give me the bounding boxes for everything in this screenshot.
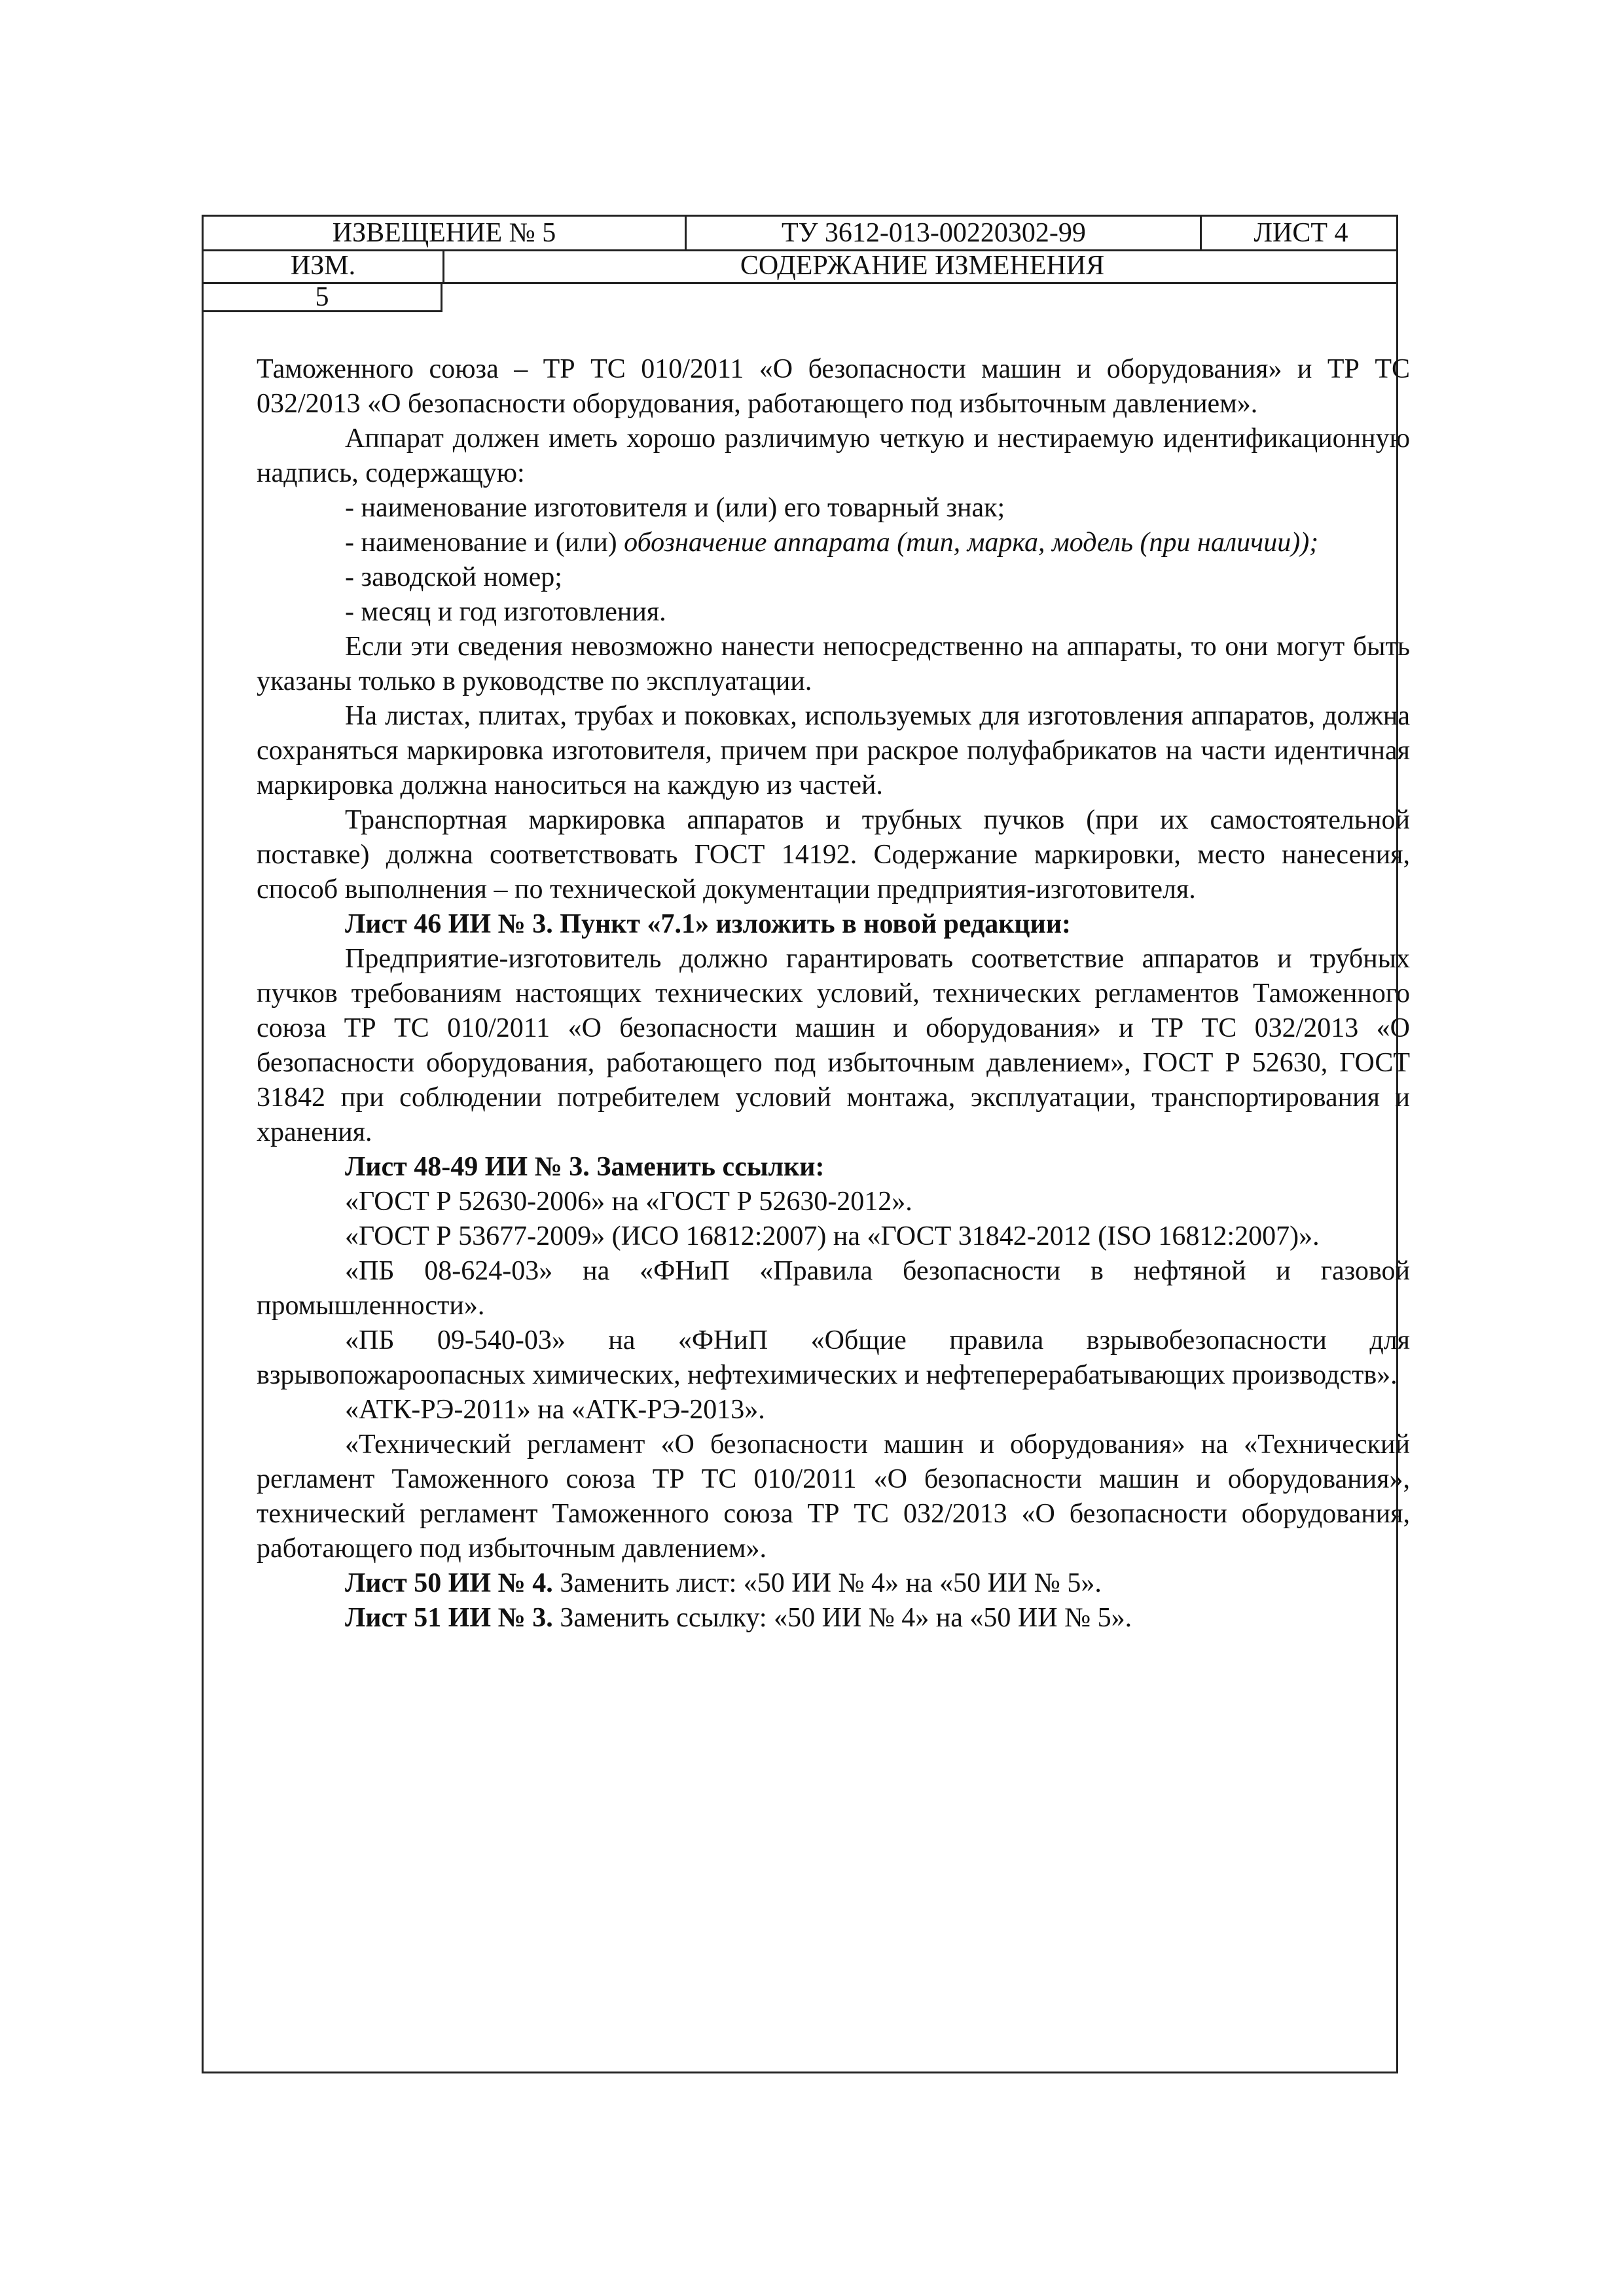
- heading-sheet-48-49: Лист 48-49 ИИ № 3. Заменить ссылки:: [345, 1152, 825, 1182]
- list-item-2: [257, 526, 1410, 560]
- list-item-2-italic: обозначение аппарата (тип, марка, модель (при наличии));: [624, 528, 1319, 558]
- sheet-50-instruction: [257, 1566, 1410, 1601]
- reference-1: «ГОСТ Р 52630-2006» на «ГОСТ Р 52630-2012».: [345, 1187, 912, 1217]
- paragraph-4: На листах, плитах, трубах и поковках, используемых для изготовления аппаратов, должна сохраняться маркировка изготовителя, причем при раскрое полуфабрикатов на части идентичная маркировка должна наноситься на каждую из частей.: [257, 701, 1410, 800]
- sheet-51-instruction: [257, 1601, 1410, 1636]
- paragraph-6: Предприятие-изготовитель должно гарантировать соответствие аппаратов и трубных пучков требованиям настоящих технических условий, технических регламентов Таможенного союза ТР ТС 010/2011 «О безопасности машин и оборудования» и ТР ТС 032/2013 «О безопасности оборудования, работающего под избыточным давлением», ГОСТ Р 52630, ГОСТ 31842 при соблюдении потребителем условий монтажа, эксплуатации, транспортирования и хранения.: [257, 944, 1410, 1147]
- reference-2: «ГОСТ Р 53677-2009» (ИСО 16812:2007) на «ГОСТ 31842-2012 (ISO 16812:2007)».: [345, 1221, 1320, 1251]
- sheet-50-text: Заменить лист: «50 ИИ № 4» на «50 ИИ № 5».: [552, 1568, 1102, 1598]
- list-item-3: - заводской номер;: [345, 562, 562, 592]
- document-code: ТУ 3612-013-00220302-99: [782, 218, 1086, 248]
- paragraph-1: Таможенного союза – ТР ТС 010/2011 «О безопасности машин и оборудования» и ТР ТС 032/2013 «О безопасности оборудования, работающего под избыточным давлением».: [257, 354, 1410, 419]
- paragraph-2: Аппарат должен иметь хорошо различимую четкую и нестираемую идентификационную надпись, содержащую:: [257, 423, 1410, 488]
- sheet-51-text: Заменить ссылку: «50 ИИ № 4» на «50 ИИ № 5».: [552, 1603, 1132, 1633]
- header-row-1: [204, 217, 1396, 251]
- izm-label: ИЗМ.: [290, 251, 356, 281]
- reference-3: «ПБ 08-624-03» на «ФНиП «Правила безопасности в нефтяной и газовой промышленности».: [257, 1256, 1410, 1321]
- reference-6: «Технический регламент «О безопасности машин и оборудования» на «Технический регламент Таможенного союза ТР ТС 010/2011 «О безопасности машин и оборудования», технический регламент Таможенного союза ТР ТС 032/2013 «О безопасности оборудования, работающего под избыточным давлением».: [257, 1429, 1410, 1564]
- sheet-50-label: Лист 50 ИИ № 4.: [345, 1568, 553, 1598]
- izm-value: 5: [315, 282, 329, 312]
- izm-value-cell: [204, 282, 442, 312]
- list-item-1: - наименование изготовителя и (или) его товарный знак;: [345, 493, 1005, 523]
- content-label: СОДЕРЖАНИЕ ИЗМЕНЕНИЯ: [740, 251, 1105, 281]
- reference-5: «АТК-РЭ-2011» на «АТК-РЭ-2013».: [345, 1395, 765, 1425]
- change-content: [257, 352, 1410, 1636]
- reference-4: «ПБ 09-540-03» на «ФНиП «Общие правила взрывобезопасности для взрывопожароопасных химических, нефтехимических и нефтеперерабатывающих производств».: [257, 1325, 1410, 1390]
- list-item-2-start: - наименование и (или): [345, 528, 624, 558]
- sheet-51-label: Лист 51 ИИ № 3.: [345, 1603, 553, 1633]
- sheet-number: ЛИСТ 4: [1254, 218, 1348, 248]
- paragraph-5: Транспортная маркировка аппаратов и трубных пучков (при их самостоятельной поставке) должна соответствовать ГОСТ 14192. Содержание маркировки, место нанесения, способ выполнения – по технической документации предприятия-изготовителя.: [257, 805, 1410, 905]
- list-item-4: - месяц и год изготовления.: [345, 597, 666, 627]
- notice-number: ИЗВЕЩЕНИЕ № 5: [332, 218, 556, 248]
- heading-sheet-46: Лист 46 ИИ № 3. Пункт «7.1» изложить в новой редакции:: [345, 909, 1072, 939]
- paragraph-3: Если эти сведения невозможно нанести непосредственно на аппараты, то они могут быть указаны только в руководстве по эксплуатации.: [257, 632, 1410, 696]
- header-row-2: [204, 249, 1396, 284]
